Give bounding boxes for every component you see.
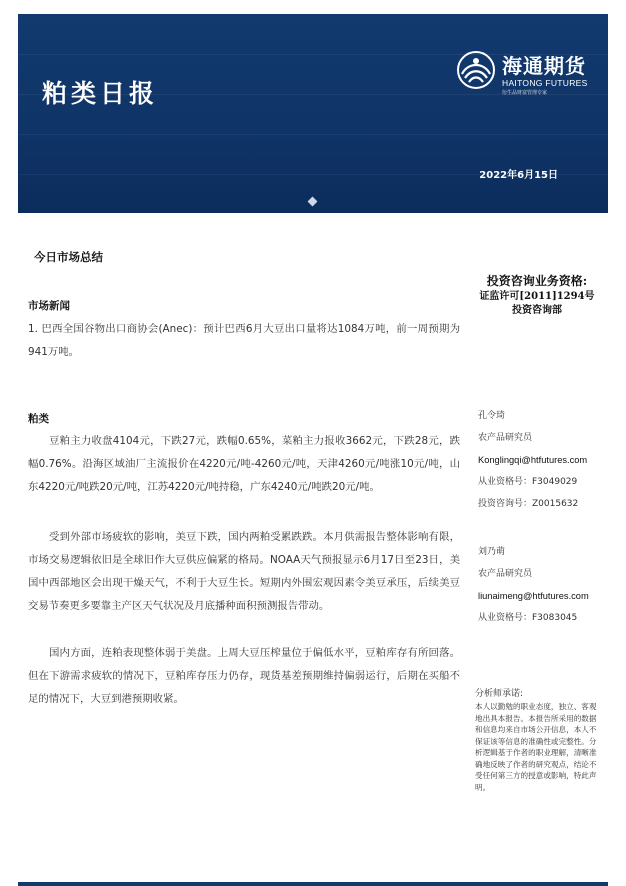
news-heading: 市场新闻 bbox=[28, 300, 70, 312]
logo-english-name: HAITONG FUTURES bbox=[502, 78, 588, 88]
analyst-role: 农产品研究员 bbox=[478, 433, 533, 443]
report-title: 粕类日报 bbox=[42, 79, 159, 108]
company-logo bbox=[456, 48, 606, 108]
logo-chinese-name: 海通期货 bbox=[502, 54, 586, 78]
analyst-name: 孔令琦 bbox=[478, 411, 506, 421]
report-date: 2022年6月15日 bbox=[479, 170, 558, 181]
analyst-promise bbox=[475, 687, 597, 793]
meal-paragraph-2: 受到外部市场疲软的影响，美豆下跌，国内两粕受累跌跌。本月供需报告整体影响有限，市场交易逻辑依旧是全球旧作大豆供应偏紧的格局。NOAA天气预报显示6月17日至23日，美国中西部地区会出现干燥天气，不利于大豆生长。短期内外围宏观因素令美豆承压，后续美豆交易节奏更多要靠主产区天气状况及月底播种面积预测报告带动。 bbox=[28, 531, 460, 612]
promise-title: 分析师承诺: bbox=[475, 689, 524, 699]
analyst-advisory-number: 投资咨询号：Z0015632 bbox=[478, 499, 579, 509]
meal-paragraph-1: 豆粕主力收盘4104元，下跌27元，跌幅0.65%，菜粕主力报收3662元，下跌28元，跌幅0.76%。沿海区域油厂主流报价在4220元/吨-4260元/吨，天津4260元/吨涨10元/吨，山东4220元/吨跌20元/吨，江苏4220元/吨持稳，广东4240元/吨跌20元/吨。 bbox=[28, 435, 460, 493]
analyst-email-link[interactable]: Konglingqi@htfutures.com bbox=[478, 455, 588, 465]
meal-paragraph-3: 国内方面，连粕表现整体弱于美盘。上周大豆压榨量位于偏低水平，豆粕库存有所回落。但在下游需求疲软的情况下，豆粕库存压力仍存，现货基差预期维持偏弱运行，后期在买船不足的情况下，大豆到港预期收紧。 bbox=[28, 647, 460, 705]
promise-text: 本人以勤勉的职业态度，独立、客观地出具本报告。本报告所采用的数据和信息均来自市场公开信息，本人不保证该等信息的准确性或完整性。分析逻辑基于作者的职业理解，清晰准确地反映了作者的研究观点，结论不受任何第三方的授意或影响，特此声明。 bbox=[475, 702, 597, 792]
analyst-role: 农产品研究员 bbox=[478, 569, 533, 579]
qualification-title: 投资咨询业务资格: bbox=[486, 274, 588, 288]
diamond-ornament-icon bbox=[308, 197, 318, 207]
qualification-department: 投资咨询部 bbox=[512, 305, 562, 316]
haitong-shell-logo-icon bbox=[456, 50, 496, 90]
analyst-name: 刘乃萌 bbox=[478, 547, 506, 557]
analyst-card bbox=[478, 405, 587, 515]
logo-tagline: 衍生品财富管理专家 bbox=[502, 90, 548, 96]
report-banner bbox=[18, 14, 608, 213]
footer-rule bbox=[18, 882, 608, 886]
analyst-license: 从业资格号：F3083045 bbox=[478, 613, 578, 623]
analyst-license: 从业资格号：F3049029 bbox=[478, 477, 578, 487]
qualification-block bbox=[462, 272, 612, 318]
summary-heading: 今日市场总结 bbox=[34, 250, 103, 264]
analyst-card bbox=[478, 541, 589, 629]
qualification-license: 证监许可[2011]1294号 bbox=[479, 291, 595, 302]
analyst-email-link[interactable]: liunaimeng@htfutures.com bbox=[478, 591, 589, 601]
news-item: 1. 巴西全国谷物出口商协会(Anec)：预计巴西6月大豆出口量将达1084万吨，前一周预期为941万吨。 bbox=[28, 323, 460, 358]
meal-heading: 粕类 bbox=[28, 413, 49, 425]
